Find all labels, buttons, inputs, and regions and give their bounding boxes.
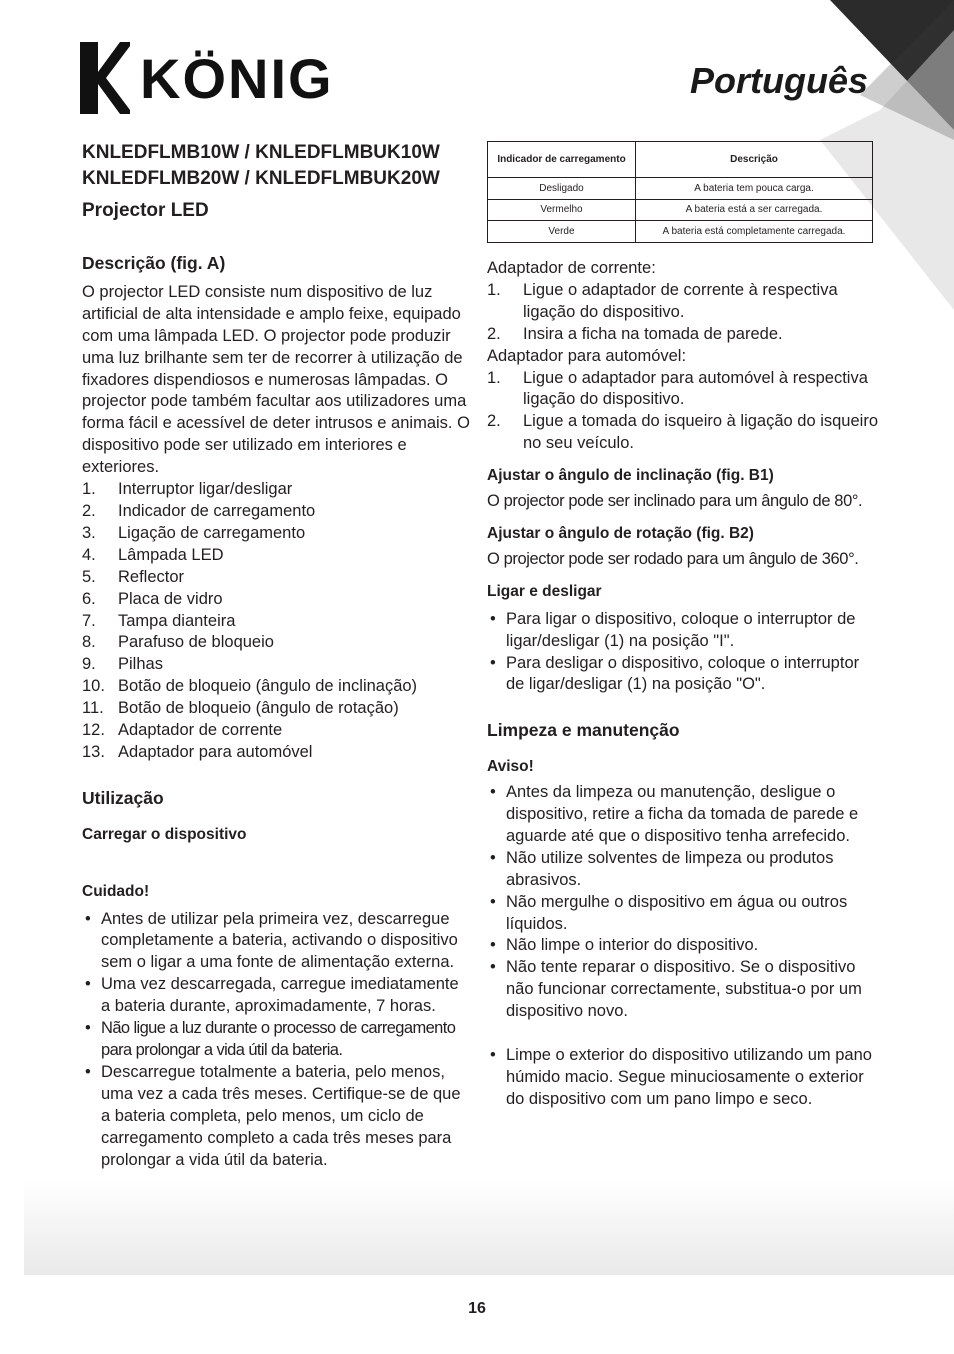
konig-logo <box>80 42 340 114</box>
list-item: 1. Interruptor ligar/desligar <box>82 480 293 499</box>
brand-wordmark: KÖNIG <box>140 47 334 110</box>
list-item: • Não utilize solventes de limpeza ou produtos abrasivos. <box>490 848 834 889</box>
list-item: • Uma vez descarregada, carregue imediatamente a bateria durante, aproximadamente, 7 horas. <box>85 975 459 1016</box>
list-item: 9. Pilhas <box>82 655 163 674</box>
list-item: 1. Ligue o adaptador de corrente à respectiva ligação do dispositivo. <box>487 280 838 321</box>
list-item: 3. Ligação de carregamento <box>82 523 306 542</box>
list-item: 6. Placa de vidro <box>82 589 223 608</box>
adapter-steps <box>487 280 882 346</box>
list-item: • Antes de utilizar pela primeira vez, descarregue completamente a bateria, activando o dispositivo sem o ligar a uma fonte de alimentação externa. <box>85 909 458 972</box>
tilt-heading: Ajustar o ângulo de inclinação (fig. B1) <box>487 467 774 485</box>
parts-list <box>82 479 472 764</box>
list-item: • Não limpe o interior do dispositivo. <box>490 936 759 955</box>
adapter-label: Adaptador de corrente: <box>487 259 656 277</box>
caution-heading: Cuidado! <box>82 882 150 900</box>
car-adapter-label: Adaptador para automóvel: <box>487 346 687 365</box>
tilt-text: O projector pode ser inclinado para um ângulo de 80°. <box>487 492 863 511</box>
list-item: • Não mergulhe o dispositivo em água ou outros líquidos. <box>490 892 848 933</box>
table-row: Vermelho A bateria está a ser carregada. <box>488 199 873 221</box>
charging-status-table <box>487 141 873 243</box>
car-steps <box>487 368 882 456</box>
list-item: 2. Ligue a tomada do isqueiro à ligação do isqueiro no seu veículo. <box>487 412 878 453</box>
description-heading: Descrição (fig. A) <box>82 253 226 273</box>
table-row: Verde A bateria está completamente carregada. <box>488 221 873 243</box>
list-item: 13. Adaptador para automóvel <box>82 742 313 761</box>
list-item: 12. Adaptador de corrente <box>82 721 283 740</box>
right-column <box>487 258 882 1111</box>
list-item: 4. Lâmpada LED <box>82 545 224 564</box>
charge-heading: Carregar o dispositivo <box>82 825 247 843</box>
maintenance-heading: Limpeza e manutenção <box>487 720 680 741</box>
cleaning-list <box>487 1045 882 1111</box>
list-item: • Para ligar o dispositivo, coloque o interruptor de ligar/desligar (1) na posição "I". <box>490 609 856 650</box>
usage-heading: Utilização <box>82 787 164 808</box>
list-item: • Descarregue totalmente a bateria, pelo menos, uma vez a cada três meses. Certifique-se de que a bateria completa, pelo menos, um ciclo de carregamento completo a cada três meses para prolongar a vida útil da bateria. <box>85 1062 461 1169</box>
model-line-2: KNLEDFLMB20W / KNLEDFLMBUK20W <box>82 168 440 189</box>
list-item: 10. Botão de bloqueio (ângulo de inclinação) <box>82 677 418 696</box>
list-item: 5. Reflector <box>82 567 185 586</box>
table-header: Indicador de carregamento <box>488 142 636 178</box>
rotation-text: O projector pode ser rodado para um ângulo de 360°. <box>487 549 859 568</box>
table-header: Descrição <box>636 142 873 178</box>
product-name: Projector LED <box>82 200 209 221</box>
caution-list <box>82 909 472 1172</box>
table-row: Desligado A bateria tem pouca carga. <box>488 178 873 200</box>
list-item: • Não ligue a luz durante o processo de carregamento para prolongar a vida útil da bateria. <box>85 1019 456 1059</box>
rotation-heading: Ajustar o ângulo de rotação (fig. B2) <box>487 524 754 542</box>
list-item: 7. Tampa dianteira <box>82 611 236 630</box>
on-off-heading: Ligar e desligar <box>487 582 602 600</box>
description-text: O projector LED consiste num dispositivo de luz artificial de alta intensidade e amplo feixe, equipado com uma lâmpada LED. O projector pode produzir uma luz brilhante sem ter de recorrer à utilização de fixadores dispendiosos e numerosas lâmpadas. O projector pode também facultar aos utilizadores uma forma fácil e acessível de deter intrusos e animais. O dispositivo pode ser utilizado em interiores e exteriores. <box>82 282 470 477</box>
list-item: • Antes da limpeza ou manutenção, desligue o dispositivo, retire a ficha da tomada de parede e aguarde até que o dispositivo tenha arrefecido. <box>490 783 859 845</box>
on-off-list <box>487 609 882 697</box>
language-title: Português <box>690 60 869 101</box>
left-column <box>82 140 472 1171</box>
list-item: • Para desligar o dispositivo, coloque o interruptor de ligar/desligar (1) na posição "O". <box>490 653 860 694</box>
page-number: 16 <box>468 1300 486 1317</box>
list-item: 2. Indicador de carregamento <box>82 501 316 520</box>
list-item: 1. Ligue o adaptador para automóvel à respectiva ligação do dispositivo. <box>487 368 868 409</box>
list-item: 2. Insira a ficha na tomada de parede. <box>487 324 783 343</box>
warning-list <box>487 782 882 1023</box>
warning-heading: Aviso! <box>487 758 534 776</box>
model-line-1: KNLEDFLMB10W / KNLEDFLMBUK10W <box>82 142 440 163</box>
list-item: • Não tente reparar o dispositivo. Se o dispositivo não funcionar correctamente, substitua-o por um dispositivo novo. <box>490 958 862 1021</box>
list-item: 11. Botão de bloqueio (ângulo de rotação) <box>82 699 399 718</box>
list-item: • Limpe o exterior do dispositivo utilizando um pano húmido macio. Segue minuciosamente o exterior do dispositivo com um pano limpo e seco. <box>490 1046 872 1108</box>
list-item: 8. Parafuso de bloqueio <box>82 633 274 652</box>
